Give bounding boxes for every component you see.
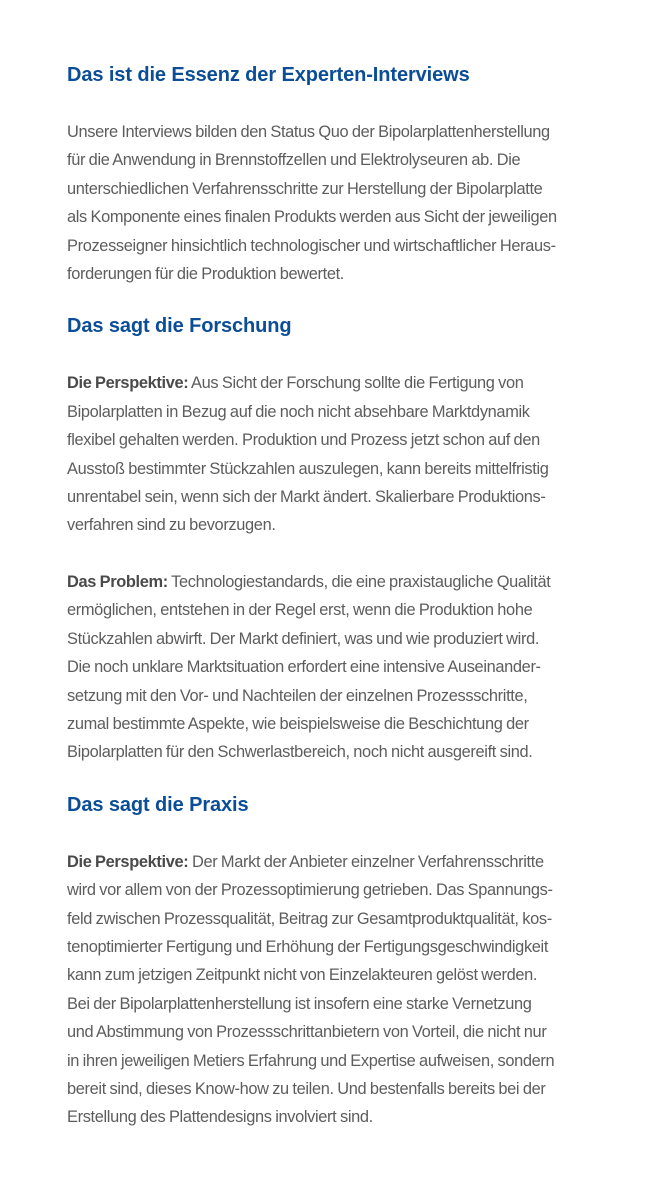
essenz-line: Unsere Interviews bilden den Status Quo der Bipolarplattenherstellung xyxy=(67,123,550,141)
praxis-perspective-line: wird vor allem von der Prozessoptimierung getrieben. Das Spannungs- xyxy=(67,881,553,900)
praxis-perspective-line: tenoptimierter Fertigung und Erhöhung der Fertigungsgeschwindigkeit xyxy=(67,937,549,956)
essenz-line: unterschiedlichen Verfahrensschritte zur Herstellung der Bipolarplatte xyxy=(67,179,543,198)
praxis-perspective-line: Erstellung des Plattendesigns involviert sind. xyxy=(67,1108,373,1127)
forschung-problem-line: Bipolarplatten für den Schwerlastbereich, noch nicht ausgereift sind. xyxy=(67,743,533,762)
praxis-perspective-line: feld zwischen Prozessqualität, Beitrag zur Gesamtproduktqualität, kos- xyxy=(67,909,552,928)
forschung-perspective-line: Bipolarplatten in Bezug auf die noch nicht absehbare Marktdynamik xyxy=(67,402,530,421)
essenz-line: forderungen für die Produktion bewertet. xyxy=(67,265,344,284)
forschung-perspective-line: unrentabel sein, wenn sich der Markt ändert. Skalierbare Produktions- xyxy=(67,488,546,507)
section-title-forschung: Das sagt die Forschung xyxy=(67,315,292,338)
forschung-perspective-line: verfahren sind zu bevorzugen. xyxy=(67,516,276,535)
praxis-perspective-line: bereit sind, dieses Know-how zu teilen. Und bestenfalls bereits bei der xyxy=(67,1079,546,1098)
praxis-perspective-line: und Abstimmung von Prozessschrittanbietern von Vorteil, die nicht nur xyxy=(67,1023,547,1042)
forschung-perspective-line: Aus Sicht der Forschung sollte die Fertigung von xyxy=(188,374,524,393)
praxis-perspective-line: Der Markt der Anbieter einzelner Verfahrensschritte xyxy=(188,852,544,871)
essenz-line: für die Anwendung in Brennstoffzellen und Elektrolyseuren ab. Die xyxy=(67,151,521,170)
forschung-problem-line: Stückzahlen abwirft. Der Markt definiert, was und wie produziert wird. xyxy=(67,629,540,648)
forschung-problem-line: ermöglichen, entstehen in der Regel erst, wenn die Produktion hohe xyxy=(67,601,533,620)
essenz-line: als Komponente eines finalen Produkts werden aus Sicht der jeweiligen xyxy=(67,208,557,227)
forschung-perspective-paragraph xyxy=(67,369,610,539)
forschung-perspective-label: Die Perspektive: xyxy=(67,374,189,393)
praxis-perspective-line: kann zum jetzigen Zeitpunkt nicht von Einzelakteuren gelöst werden. xyxy=(67,966,538,985)
section-title-praxis: Das sagt die Praxis xyxy=(67,793,249,816)
forschung-problem-line: setzung mit den Vor- und Nachteilen der einzelnen Prozessschritte, xyxy=(67,686,528,705)
forschung-perspective-line: flexibel gehalten werden. Produktion und Prozess jetzt schon auf den xyxy=(67,431,540,450)
forschung-problem-paragraph xyxy=(67,568,610,767)
section-title-essenz: Das ist die Essenz der Experten-Interviews xyxy=(67,64,470,86)
praxis-perspective-label: Die Perspektive: xyxy=(67,852,189,871)
forschung-problem-line: Die noch unklare Marktsituation erfordert eine intensive Auseinander- xyxy=(67,658,541,677)
essenz-line: Prozesseigner hinsichtlich technologischer und wirtschaftlicher Heraus- xyxy=(67,236,556,255)
forschung-problem-line: zumal bestimmte Aspekte, wie beispielsweise die Beschichtung der xyxy=(67,714,529,733)
praxis-perspective-line: Bei der Bipolarplattenherstellung ist insofern eine starke Vernetzung xyxy=(67,994,532,1013)
essenz-paragraph xyxy=(67,118,610,288)
praxis-perspective-paragraph xyxy=(67,848,610,1132)
praxis-perspective-line: in ihren jeweiligen Metiers Erfahrung und Expertise aufweisen, sondern xyxy=(67,1051,555,1070)
forschung-problem-label: Das Problem: xyxy=(67,572,168,591)
forschung-problem-line: Technologiestandards, die eine praxistaugliche Qualität xyxy=(167,572,551,591)
forschung-perspective-line: Ausstoß bestimmter Stückzahlen auszulegen, kann bereits mittelfristig xyxy=(67,459,549,478)
